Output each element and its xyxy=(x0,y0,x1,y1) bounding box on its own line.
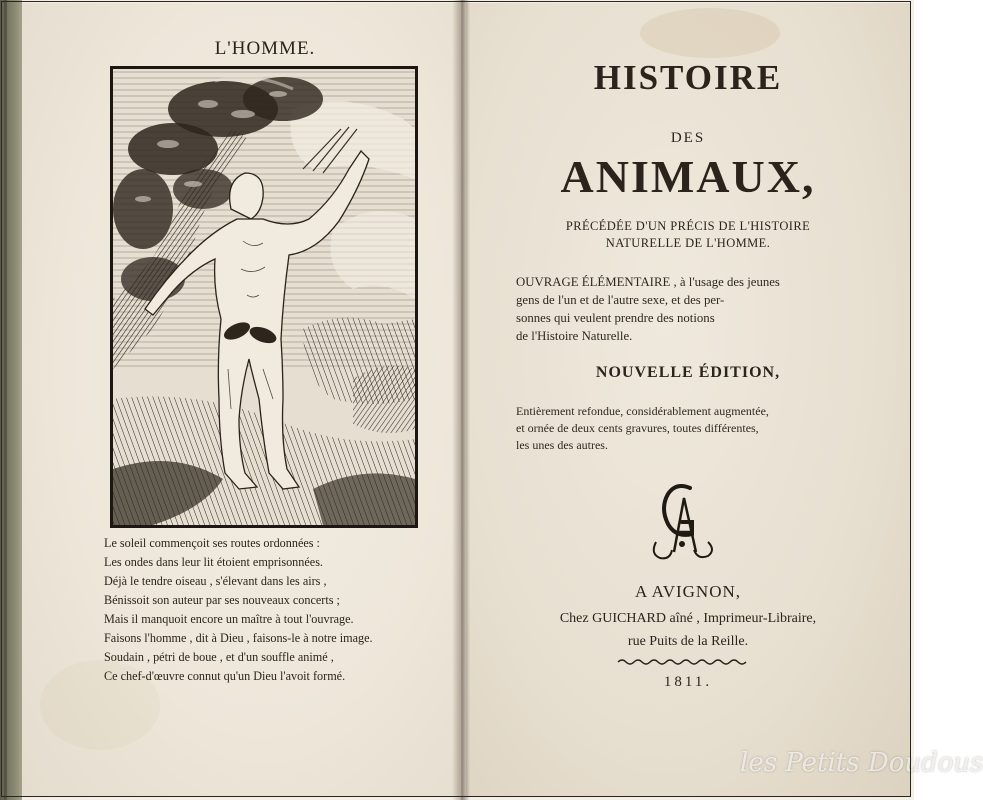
description-line: gens de l'un et de l'autre sexe, et des per- xyxy=(516,293,725,307)
verse-line: Faisons l'homme , dit à Dieu , faisons-le à notre image. xyxy=(104,631,373,645)
title-animaux: ANIMAUX, xyxy=(560,151,816,202)
subtitle-line: PRÉCÉDÉE D'UN PRÉCIS DE L'HISTOIRE xyxy=(565,219,811,233)
plate-title: L'HOMME. xyxy=(214,38,316,59)
page-gutter xyxy=(452,0,470,800)
publisher-monogram xyxy=(646,482,718,562)
edition-note-line: Entièrement refondue, considérablement augmentée, xyxy=(516,404,769,418)
decorative-rule xyxy=(618,658,746,666)
verse-line: Déjà le tendre oiseau , s'élevant dans les airs , xyxy=(104,574,327,588)
engraving-adam xyxy=(110,66,418,528)
verse-line: Ce chef-d'œuvre connut qu'un Dieu l'avoit formé. xyxy=(104,669,346,683)
verse-line: Le soleil commençoit ses routes ordonnées : xyxy=(104,536,320,550)
imprint-address: rue Puits de la Reille. xyxy=(627,634,749,649)
edition-heading: NOUVELLE ÉDITION, xyxy=(595,364,781,381)
watermark-signature: les Petits Doudous xyxy=(740,748,983,778)
description-line: OUVRAGE ÉLÉMENTAIRE , à l'usage des jeunes xyxy=(516,275,780,289)
verse-line: Soudain , pétri de boue , et d'un souffle animé , xyxy=(104,650,334,664)
verse-line: Les ondes dans leur lit étoient emprisonnées. xyxy=(104,555,323,569)
imprint-publisher: Chez GUICHARD aîné , Imprimeur-Libraire, xyxy=(559,611,817,626)
edition-note-line: les unes des autres. xyxy=(516,438,608,452)
description-line: sonnes qui veulent prendre des notions xyxy=(516,311,715,325)
paper-stain xyxy=(640,8,780,58)
title-des: DES xyxy=(670,130,706,146)
verse-line: Mais il manquoit encore un maître à tout l'ouvrage. xyxy=(104,612,354,626)
publication-year: 1811. xyxy=(663,674,713,690)
title-histoire: HISTOIRE xyxy=(593,58,783,97)
edition-note-line: et ornée de deux cents gravures, toutes différentes, xyxy=(516,421,759,435)
subtitle-line: NATURELLE DE L'HOMME. xyxy=(605,236,771,250)
book-binding xyxy=(0,0,22,800)
verse-line: Bénissoit son auteur par ses nouveaux concerts ; xyxy=(104,593,340,607)
imprint-city: A AVIGNON, xyxy=(634,582,742,601)
description-line: de l'Histoire Naturelle. xyxy=(516,329,633,343)
